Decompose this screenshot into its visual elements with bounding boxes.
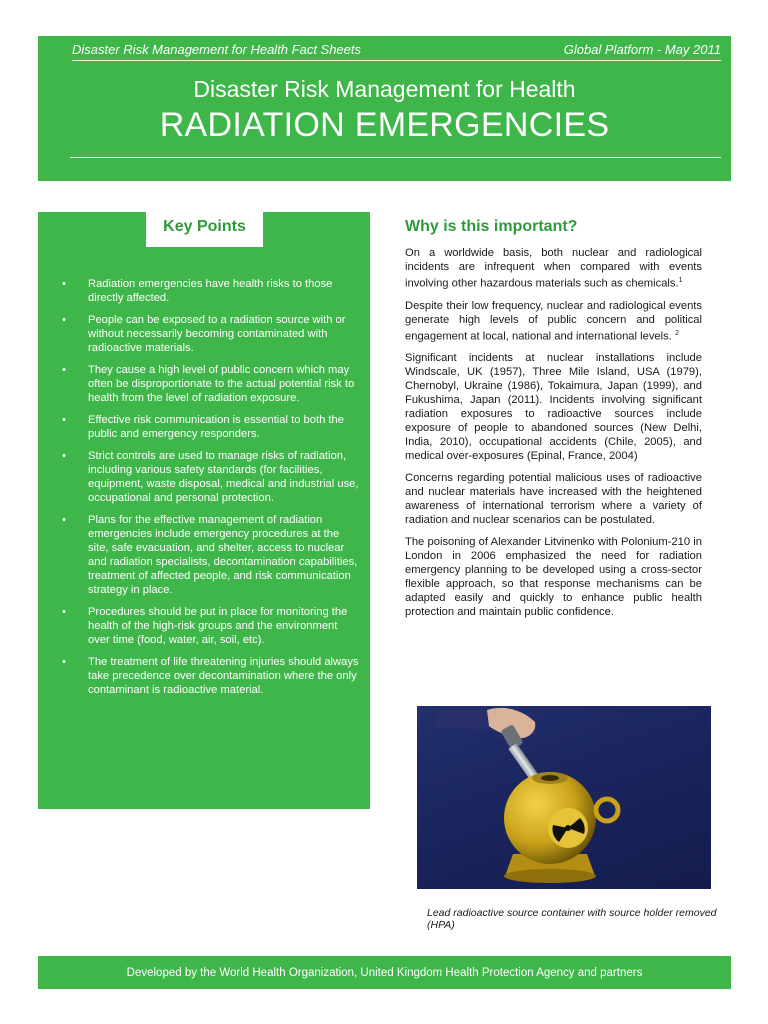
header-divider <box>70 157 721 158</box>
bullet-icon: • <box>62 656 66 668</box>
bullet-icon: • <box>62 414 66 426</box>
key-point-text: Plans for the effective management of radiation emergencies include emergency procedures at the site, safe evacuation, and shelter, access to nuclear and radiation specialists, decontamination capabilities, treatment of affected people, and risk communication strategy in place. <box>88 514 358 596</box>
key-point-text: Effective risk communication is essential to both the public and emergency responders. <box>88 414 344 440</box>
platform-date: Global Platform - May 2011 <box>563 42 721 57</box>
container-illustration <box>417 706 711 889</box>
bullet-icon: • <box>62 450 66 462</box>
bullet-icon: • <box>62 514 66 526</box>
paragraph: The poisoning of Alexander Litvinenko with Polonium-210 in London in 2006 emphasized the need for radiation emergency planning to be developed using a cross-sector flexible approach, so that response mechanisms can be adapted easily and quickly to enhance public health protection and maintain public confidence. <box>405 536 702 619</box>
list-item <box>62 363 362 405</box>
list-item <box>62 313 362 355</box>
key-points-box <box>38 212 370 809</box>
header-banner <box>38 36 731 181</box>
list-item <box>62 449 362 505</box>
key-point-text: People can be exposed to a radiation source with or without necessarily becoming contaminated with radioactive materials. <box>88 314 346 354</box>
paragraph: Concerns regarding potential malicious uses of radioactive and nuclear materials have increased with the heightened awareness of international terrorism where a variety of radiation and nuclear scenarios can be postulated. <box>405 472 702 527</box>
bullet-icon: • <box>62 278 66 290</box>
why-heading: Why is this important? <box>405 218 578 235</box>
list-item <box>62 413 362 441</box>
paragraph <box>405 299 702 344</box>
list-item <box>62 655 362 697</box>
series-label: Disaster Risk Management for Health Fact Sheets <box>72 42 362 57</box>
list-item <box>62 277 362 305</box>
footnote-ref: 1 <box>678 277 683 284</box>
paragraph: Significant incidents at nuclear installations include Windscale, UK (1957), Three Mile Island, USA (1979), Chernobyl, Ukraine (1986), Tokaimura, Japan (1999), and Fukushima, Japan (2011). Incidents involving significant radiation exposures to radioactive sources include exposure of people to abandoned sources (New Delhi, India, 2010), occupational accidents (Chile, 2005), and medical over-exposures (Epinal, France, 2004) <box>405 352 702 463</box>
page-subtitle: Disaster Risk Management for Health <box>193 76 576 102</box>
photo-caption: Lead radioactive source container with source holder removed (HPA) <box>427 907 717 931</box>
paragraph-text: Despite their low frequency, nuclear and radiological events generate high levels of public concern and political engagement at local, national and international levels. <box>405 299 702 343</box>
radioactive-container-photo <box>417 706 711 889</box>
bullet-icon: • <box>62 314 66 326</box>
key-point-text: Strict controls are used to manage risks of radiation, including various safety standards (for facilities, equipment, waste disposal, medical and industrial use, occupational and personal protection. <box>88 450 359 504</box>
footer-banner: Developed by the World Health Organization, United Kingdom Health Protection Agency and partners <box>38 956 731 989</box>
key-point-text: The treatment of life threatening injuries should always take precedence over decontamination where the only contaminant is radioactive material. <box>88 656 359 696</box>
paragraph <box>405 246 702 291</box>
header-top-line <box>72 42 721 61</box>
page-title: RADIATION EMERGENCIES <box>159 106 610 144</box>
key-points-heading: Key Points <box>146 212 263 247</box>
key-point-text: Procedures should be put in place for monitoring the health of the high-risk groups and the environment over time (food, water, air, soil, etc). <box>88 606 348 646</box>
list-item <box>62 605 362 647</box>
key-point-text: Radiation emergencies have health risks to those directly affected. <box>88 278 333 304</box>
paragraph-text: On a worldwide basis, both nuclear and radiological incidents are infrequent when compared with events involving other hazardous materials such as chemicals. <box>405 247 702 290</box>
key-points-list <box>62 277 362 705</box>
bullet-icon: • <box>62 364 66 376</box>
list-item <box>62 513 362 597</box>
footnote-ref: 2 <box>674 329 679 337</box>
bullet-icon: • <box>62 606 66 618</box>
key-point-text: They cause a high level of public concern which may often be disproportionate to the actual potential risk to health from the level of radiation exposure. <box>88 364 355 404</box>
why-body <box>405 246 702 627</box>
